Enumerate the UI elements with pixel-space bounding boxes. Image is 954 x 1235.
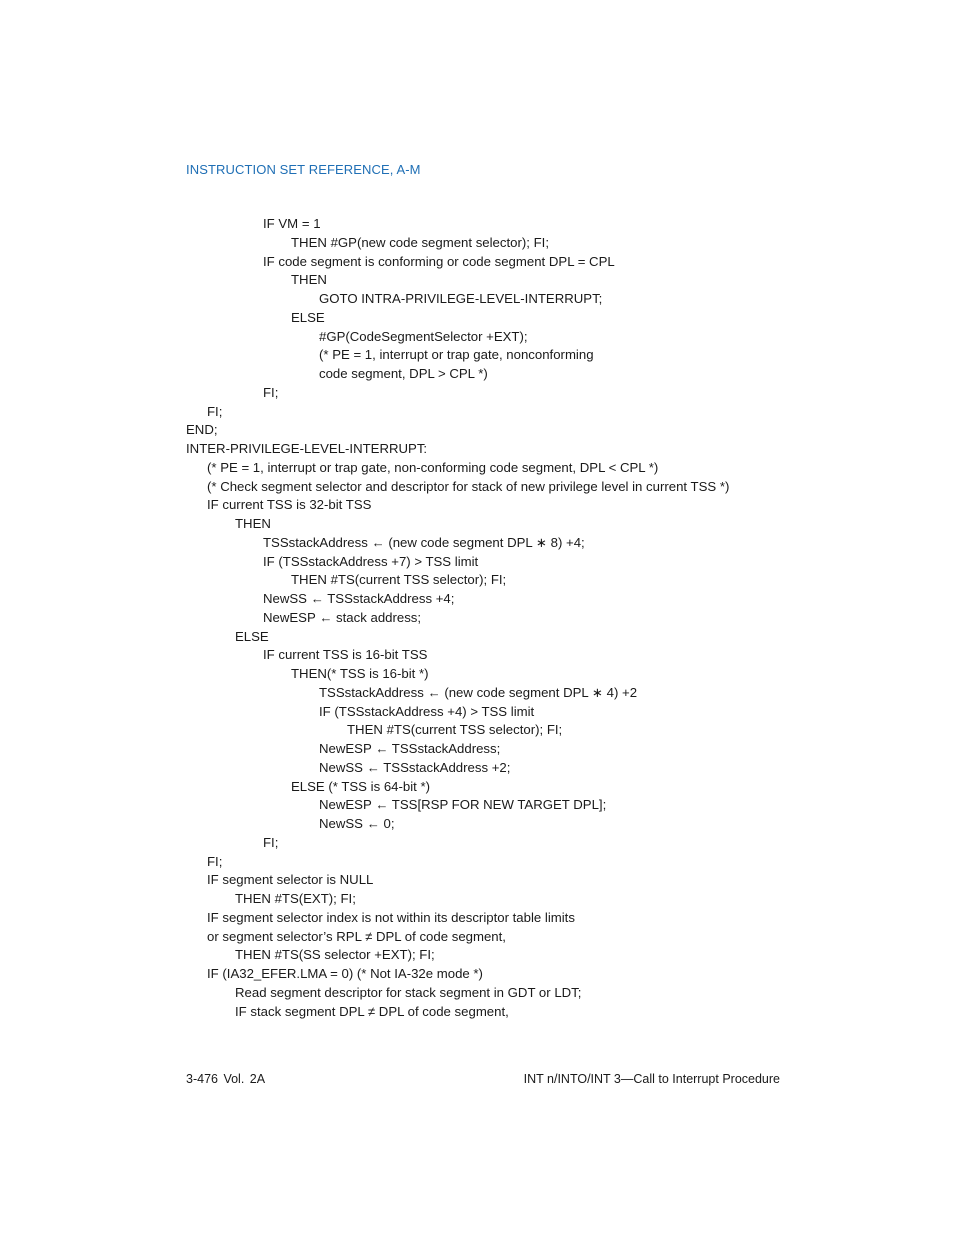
code-line: ELSE	[235, 628, 269, 644]
code-line: (* PE = 1, interrupt or trap gate, non-conforming code segment, DPL < CPL *)	[207, 459, 659, 475]
code-line: NewSS ← TSSstackAddress +2;	[319, 759, 511, 775]
code-line: or segment selector’s RPL ≠ DPL of code segment,	[207, 928, 506, 944]
code-line: (* Check segment selector and descriptor for stack of new privilege level in current TSS *)	[207, 478, 730, 494]
code-line: IF stack segment DPL ≠ DPL of code segment,	[235, 1003, 509, 1019]
code-line: THEN(* TSS is 16-bit *)	[291, 666, 429, 681]
pseudocode-block	[186, 215, 826, 1021]
code-line: THEN	[291, 272, 327, 288]
code-line: Read segment descriptor for stack segment in GDT or LDT;	[235, 984, 582, 1000]
code-line: END;	[186, 422, 218, 438]
code-line: IF (TSSstackAddress +7) > TSS limit	[263, 553, 479, 569]
code-line: IF (TSSstackAddress +4) > TSS limit	[319, 703, 535, 719]
code-line: FI;	[207, 403, 223, 419]
code-line: TSSstackAddress ← (new code segment DPL ∗ 8) +4;	[263, 534, 585, 550]
code-line: (* PE = 1, interrupt or trap gate, nonconforming	[319, 347, 594, 363]
code-line: IF code segment is conforming or code segment DPL = CPL	[263, 253, 615, 269]
code-line: THEN #TS(SS selector +EXT); FI;	[235, 947, 435, 963]
footer-section-title: INT n/INTO/INT 3—Call to Interrupt Procedure	[523, 1072, 780, 1086]
code-line: FI;	[263, 834, 279, 850]
code-line: NewESP ← TSS[RSP FOR NEW TARGET DPL];	[319, 797, 607, 813]
footer-page-reference: 3-476 Vol. 2A	[186, 1072, 266, 1086]
code-line: NewESP ← stack address;	[263, 609, 422, 625]
code-line: THEN	[235, 516, 271, 531]
code-line: FI;	[263, 384, 279, 400]
code-line: ELSE (* TSS is 64-bit *)	[291, 778, 431, 794]
code-line: THEN #TS(current TSS selector); FI;	[291, 572, 507, 588]
code-line: IF VM = 1	[263, 216, 321, 231]
code-line: IF current TSS is 32-bit TSS	[207, 497, 372, 513]
code-line: TSSstackAddress ← (new code segment DPL ∗ 4) +2	[319, 684, 638, 700]
code-line: code segment, DPL > CPL *)	[319, 366, 488, 381]
code-line: IF current TSS is 16-bit TSS	[263, 647, 428, 663]
running-header: INSTRUCTION SET REFERENCE, A-M	[186, 162, 421, 177]
code-line: NewESP ← TSSstackAddress;	[319, 741, 501, 756]
code-line: IF segment selector index is not within its descriptor table limits	[207, 909, 575, 925]
code-line: FI;	[207, 853, 223, 869]
code-line: INTER-PRIVILEGE-LEVEL-INTERRUPT:	[186, 441, 428, 456]
code-line: THEN #GP(new code segment selector); FI;	[291, 234, 549, 250]
code-line: ELSE	[291, 309, 325, 325]
code-line: THEN #TS(EXT); FI;	[235, 891, 356, 906]
code-line: GOTO INTRA-PRIVILEGE-LEVEL-INTERRUPT;	[319, 291, 603, 306]
code-line: IF (IA32_EFER.LMA = 0) (* Not IA-32e mode *)	[207, 966, 483, 981]
code-line: IF segment selector is NULL	[207, 872, 374, 888]
code-line: NewSS ← TSSstackAddress +4;	[263, 591, 455, 606]
code-line: THEN #TS(current TSS selector); FI;	[347, 722, 563, 738]
code-line: #GP(CodeSegmentSelector +EXT);	[319, 328, 528, 344]
code-line: NewSS ← 0;	[319, 816, 395, 831]
